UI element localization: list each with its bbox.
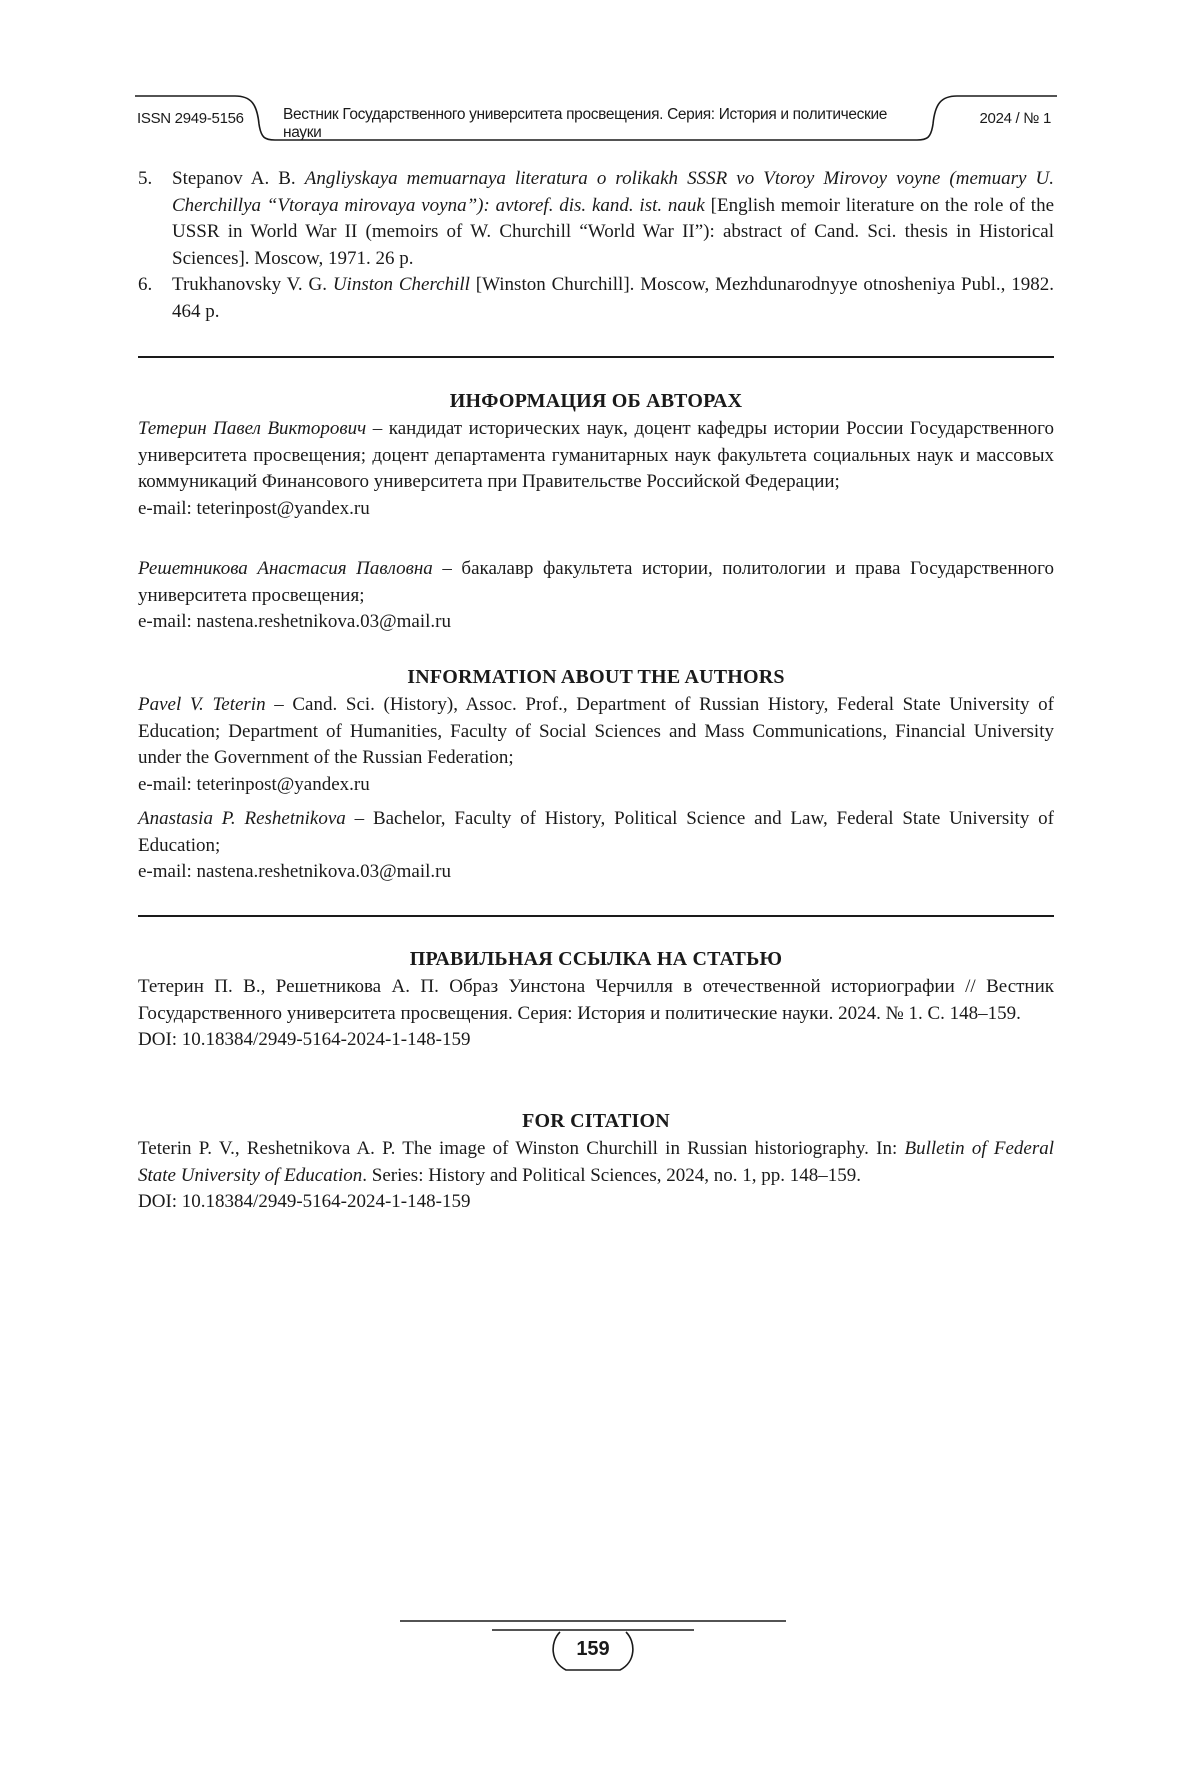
- journal-title: Вестник Государственного университета просвещения. Серия: История и политические науки: [283, 106, 888, 141]
- author-info-en-2: [138, 806, 1054, 886]
- section-divider: [138, 915, 1054, 917]
- citation-doi: DOI: 10.18384/2949-5164-2024-1-148-159: [138, 1191, 471, 1212]
- citation-text: Teterin P. V., Reshetnikova A. P. The image of Winston Churchill in Russian historiography. In:: [138, 1138, 905, 1159]
- section-divider: [138, 356, 1054, 358]
- section-title-citation-en: FOR CITATION: [522, 1110, 670, 1132]
- reference-number: 5.: [138, 168, 153, 189]
- citation-text: Тетерин П. В., Решетникова А. П. Образ Уинстона Черчилля в отечественной историографии // Вестник Государственного университета просвещения. Серия: История и политические науки. 2024. № 1. С. 148–159.: [138, 976, 1054, 1024]
- author-description: – Cand. Sci. (History), Assoc. Prof., Department of Russian History, Federal State University of Education; Department of Humanities, Faculty of Social Sciences and Mass Communications, Financial University under the Government of the Russian Federation;: [138, 694, 1054, 768]
- author-email: e-mail: nastena.reshetnikova.03@mail.ru: [138, 611, 451, 632]
- reference-details: [English memoir literature on the role of the USSR in World War II (memoirs of W. Churchill “World War II”): abstract of Cand. Sci. thesis in Historical Sciences]. Moscow, 1971. 26 p.: [172, 194, 1055, 269]
- citation-en: [138, 1136, 1054, 1216]
- section-title-authors-ru: ИНФОРМАЦИЯ ОБ АВТОРАХ: [449, 390, 743, 412]
- reference-list: [138, 166, 1054, 325]
- running-header: [135, 94, 1057, 142]
- author-email: e-mail: teterinpost@yandex.ru: [138, 497, 370, 519]
- author-description: – Bachelor, Faculty of History, Political Science and Law, Federal State University of Education;: [138, 808, 1054, 856]
- reference-details: [Winston Churchill]. Moscow, Mezhdunarodnyye otnosheniya Publ., 1982. 464 p.: [172, 274, 1055, 322]
- citation-doi: DOI: 10.18384/2949-5164-2024-1-148-159: [138, 1029, 471, 1050]
- reference-number: 6.: [138, 274, 153, 295]
- author-info-ru-2: [138, 556, 1054, 636]
- author-info-en-1: [138, 692, 1054, 798]
- reference-item: [138, 166, 1054, 272]
- citation-ru: [138, 974, 1054, 1054]
- reference-author: Trukhanovsky V. G.: [172, 274, 327, 295]
- section-title-authors-en: INFORMATION ABOUT THE AUTHORS: [407, 666, 785, 688]
- page-number: 159: [576, 1638, 610, 1660]
- issue-number: 2024 / № 1: [979, 110, 1051, 127]
- author-description: – бакалавр факультета истории, политологии и права Государственного университета просвещения;: [138, 558, 1054, 606]
- author-email: e-mail: teterinpost@yandex.ru: [138, 773, 370, 795]
- author-email: e-mail: nastena.reshetnikova.03@mail.ru: [138, 861, 451, 882]
- section-title-citation-ru: ПРАВИЛЬНАЯ ССЫЛКА НА СТАТЬЮ: [409, 948, 783, 970]
- author-name: Anastasia P. Reshetnikova: [138, 808, 346, 829]
- author-info-ru-1: [138, 416, 1054, 522]
- author-name: Решетникова Анастасия Павловна: [138, 558, 433, 579]
- reference-title: Uinston Cherchill: [332, 274, 470, 295]
- author-name: Pavel V. Teterin: [138, 694, 266, 715]
- author-name: Тетерин Павел Викторович: [138, 418, 367, 439]
- reference-author: Stepanov A. B.: [172, 168, 296, 189]
- author-description: – кандидат исторических наук, доцент кафедры истории России Государственного университета просвещения; доцент департамента гуманитарных наук факультета социальных наук и массовых коммуникаций Финансового университета при Правительстве Российской Федерации;: [138, 418, 1054, 492]
- page-folio: [400, 1620, 786, 1680]
- citation-text-end: . Series: History and Political Sciences, 2024, no. 1, pp. 148–159.: [362, 1164, 861, 1186]
- reference-title: Angliyskaya memuarnaya literatura o rolikakh SSSR vo Vtoroy Mirovoy voyne (memuary U. Cherchillya “Vtoraya mirovaya voyna”): avtoref. dis. kand. ist. nauk: [172, 168, 1054, 216]
- citation-journal: Bulletin of Federal State University of Education: [138, 1138, 1054, 1186]
- issn: ISSN 2949-5156: [137, 110, 244, 127]
- reference-item: [138, 272, 1054, 325]
